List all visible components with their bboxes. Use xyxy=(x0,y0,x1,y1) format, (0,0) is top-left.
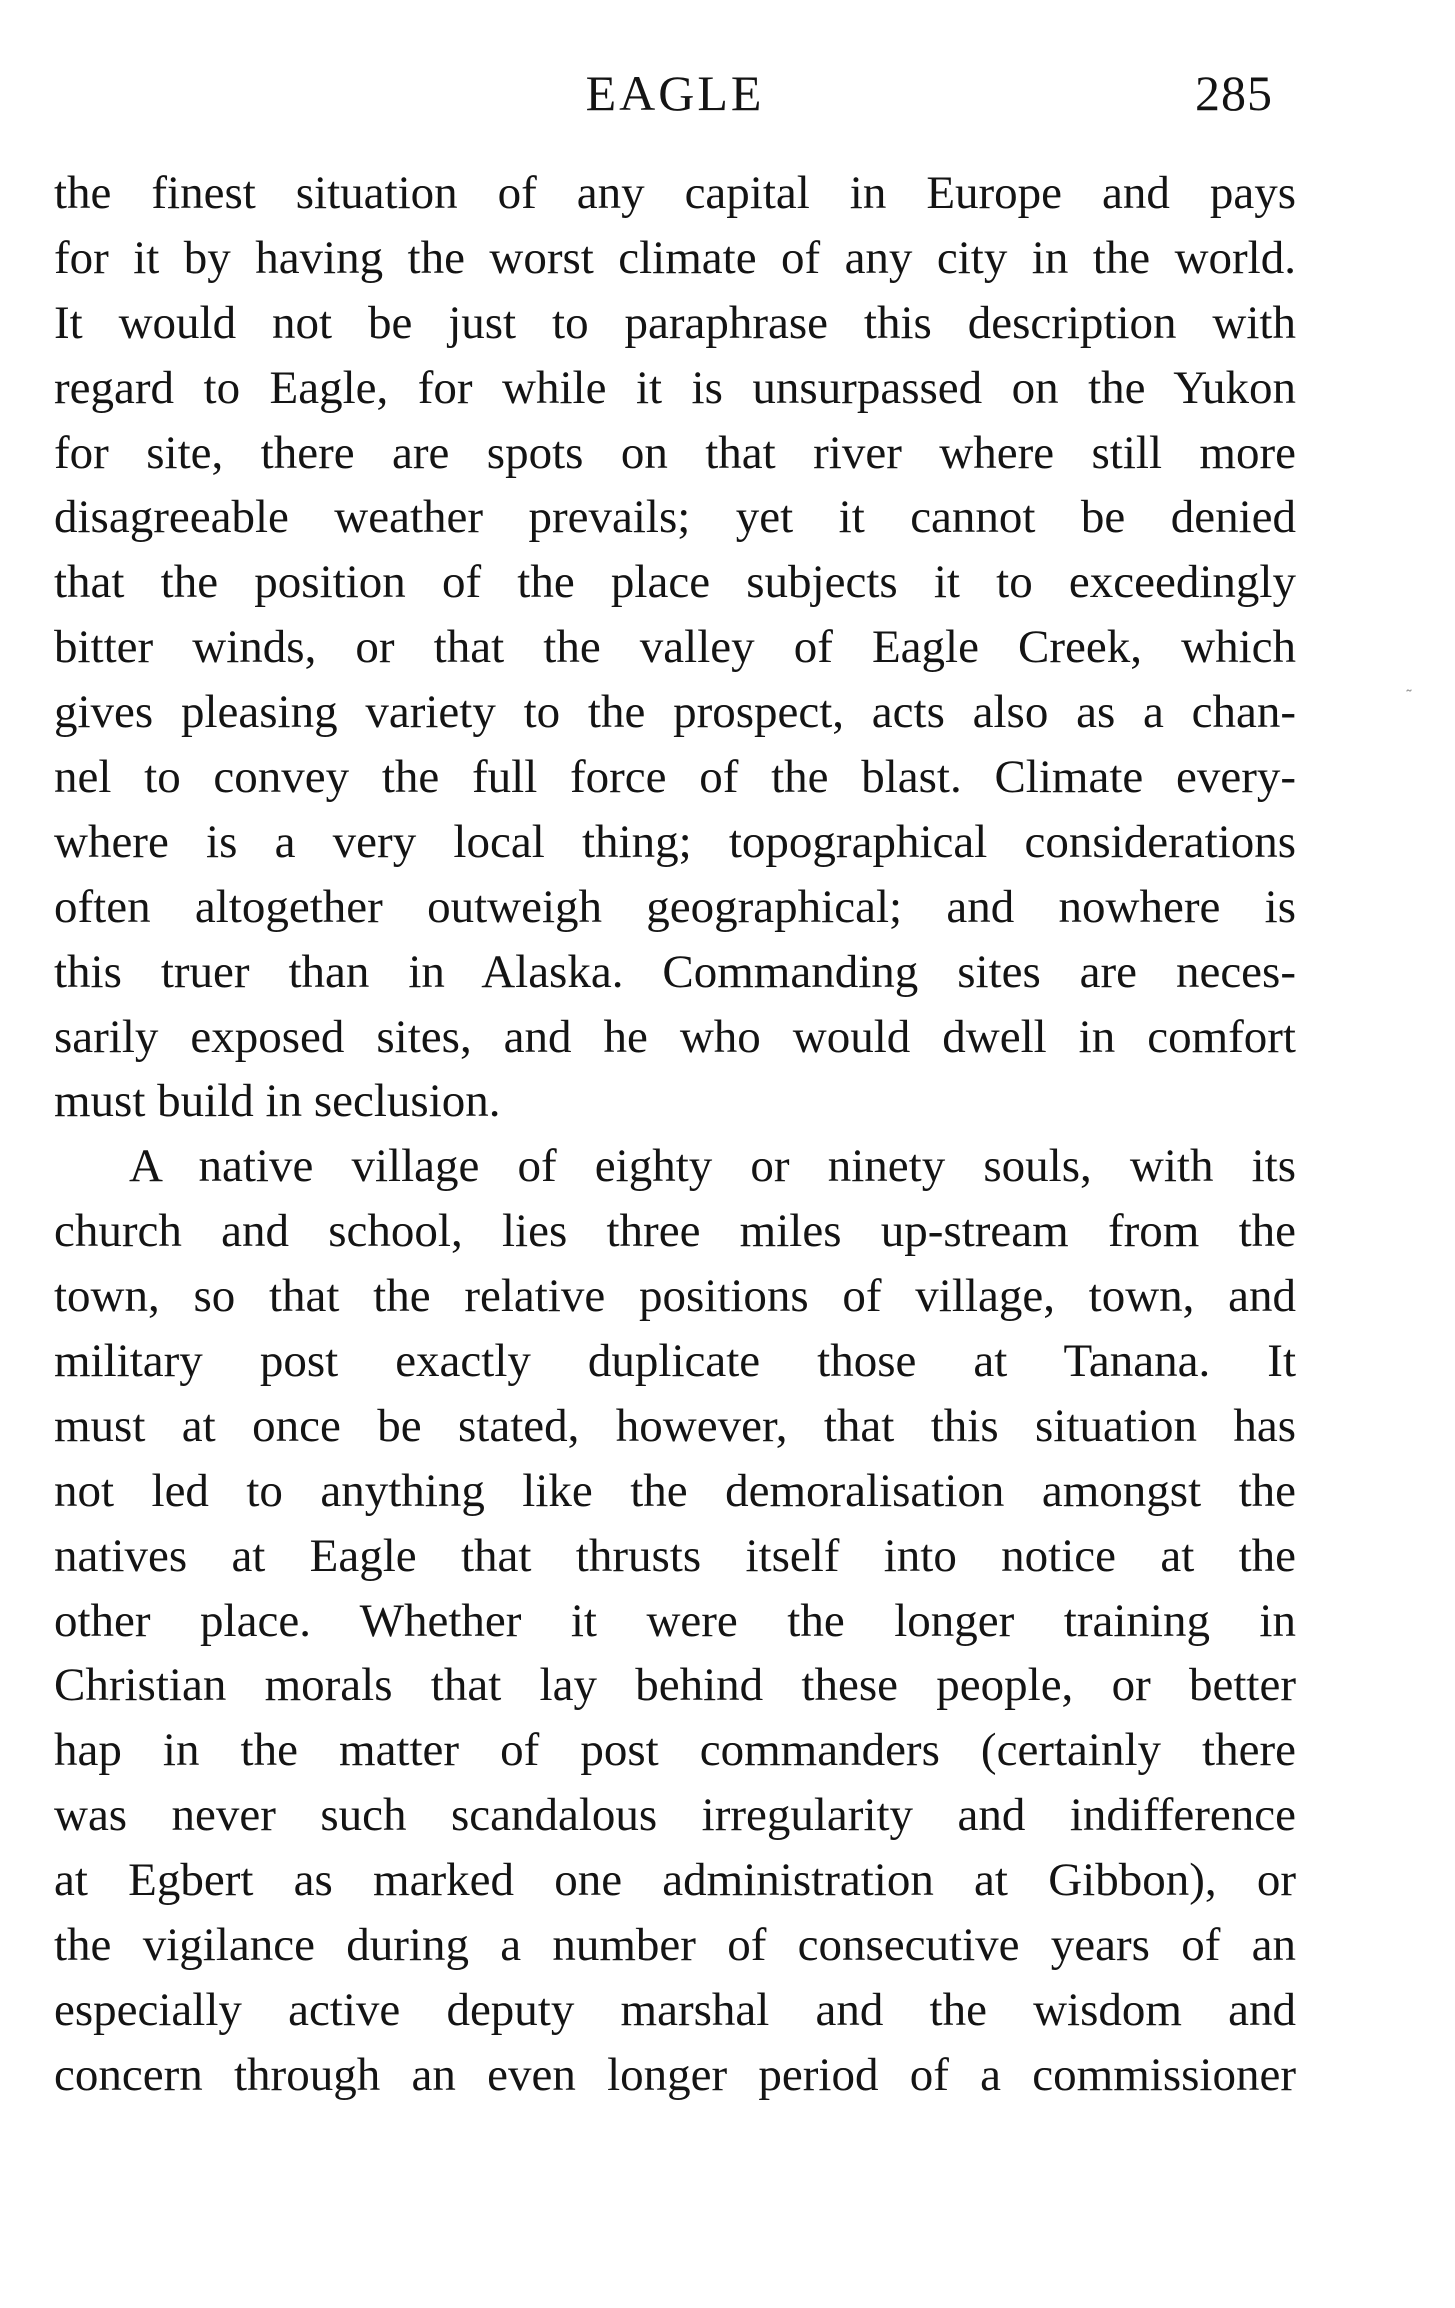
text-line: A native village of eighty or ninety souls, with its xyxy=(129,1140,1296,1193)
text-line: nel to convey the full force of the blast. Climate every- xyxy=(54,751,1296,804)
text-line: Christian morals that lay behind these people, or better xyxy=(54,1659,1296,1712)
text-line: hap in the matter of post commanders (certainly there xyxy=(54,1724,1296,1777)
text-line: must build in seclusion. xyxy=(54,1075,501,1128)
text-line: often altogether outweigh geographical; and nowhere is xyxy=(54,880,1296,933)
text-line: for it by having the worst climate of any city in the world. xyxy=(54,231,1296,284)
text-line: this truer than in Alaska. Commanding sites are neces- xyxy=(54,945,1296,998)
text-line: especially active deputy marshal and the wisdom and xyxy=(54,1983,1296,2036)
text-line: must at once be stated, however, that this situation has xyxy=(54,1399,1296,1452)
text-line: gives pleasing variety to the prospect, acts also as a chan- xyxy=(54,686,1296,739)
text-line: sarily exposed sites, and he who would dwell in comfort xyxy=(54,1010,1296,1063)
text-line: other place. Whether it were the longer training in xyxy=(54,1594,1296,1647)
text-line: bitter winds, or that the valley of Eagle Creek, which xyxy=(54,621,1296,674)
text-line: town, so that the relative positions of village, town, and xyxy=(54,1270,1296,1323)
running-head: EAGLE xyxy=(585,65,765,121)
paragraph xyxy=(54,1134,1296,2107)
body-text xyxy=(54,161,1296,2108)
page-header xyxy=(0,58,1455,128)
text-line: regard to Eagle, for while it is unsurpassed on the Yukon xyxy=(54,361,1296,414)
text-line: concern through an even longer period of a commissioner xyxy=(54,2048,1296,2101)
text-line: the vigilance during a number of consecutive years of an xyxy=(54,1919,1296,1972)
text-line: for site, there are spots on that river where still more xyxy=(54,426,1296,479)
text-line: not led to anything like the demoralisation amongst the xyxy=(54,1464,1296,1517)
text-line: the finest situation of any capital in Europe and pays xyxy=(54,167,1296,219)
text-line: church and school, lies three miles up-stream from the xyxy=(54,1205,1296,1258)
margin-mark: ˜ xyxy=(1405,687,1413,706)
text-line: disagreeable weather prevails; yet it cannot be denied xyxy=(54,491,1296,544)
paragraph xyxy=(54,161,1296,1134)
text-line: It would not be just to paraphrase this description with xyxy=(54,296,1296,349)
text-line: at Egbert as marked one administration at Gibbon), or xyxy=(54,1854,1296,1907)
text-line: natives at Eagle that thrusts itself into notice at the xyxy=(54,1529,1296,1582)
text-line: was never such scandalous irregularity and indifference xyxy=(54,1789,1296,1842)
page-number: 285 xyxy=(1195,65,1273,121)
text-line: military post exactly duplicate those at Tanana. It xyxy=(54,1335,1296,1388)
text-line: that the position of the place subjects it to exceedingly xyxy=(54,556,1296,609)
text-line: where is a very local thing; topographical considerations xyxy=(54,815,1296,868)
